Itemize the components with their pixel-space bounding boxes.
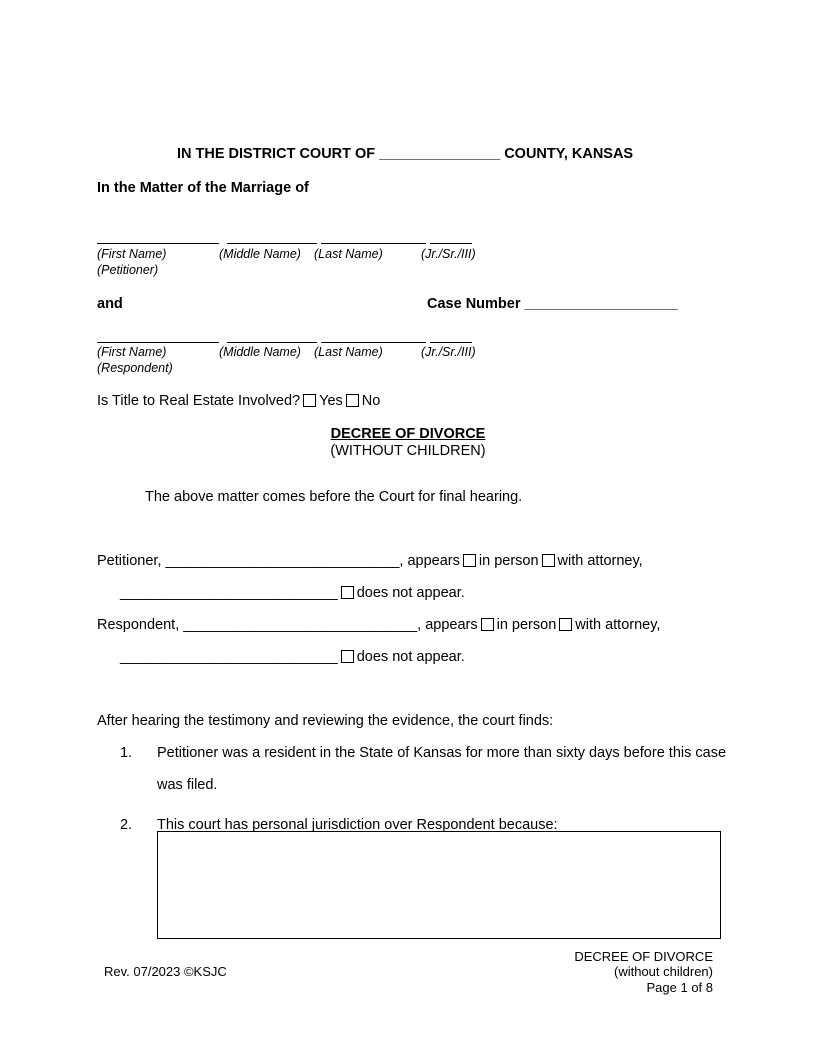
respondent-middle-label: (Middle Name): [219, 345, 301, 359]
footer-doc-title: DECREE OF DIVORCE: [574, 949, 713, 964]
petitioner-first-name-line[interactable]: [97, 243, 219, 244]
county-blank[interactable]: _______________: [379, 146, 501, 162]
respondent-with-attorney-checkbox[interactable]: [559, 618, 572, 631]
finding-2-number: 2.: [120, 817, 133, 833]
respondent-in-person-checkbox[interactable]: [481, 618, 494, 631]
respondent-not-appear-checkbox[interactable]: [341, 650, 354, 663]
and-label: and: [97, 296, 123, 312]
real-estate-question: Is Title to Real Estate Involved?: [97, 393, 301, 409]
document-title: DECREE OF DIVORCE: [330, 426, 486, 442]
jurisdiction-reason-textbox[interactable]: [157, 831, 721, 939]
footer-doc-subtitle: (without children): [614, 964, 713, 979]
case-number-label: Case Number: [427, 296, 521, 312]
petitioner-with-attorney-checkbox[interactable]: [542, 554, 555, 567]
petitioner-last-name-line[interactable]: [321, 243, 426, 244]
case-number-blank[interactable]: ___________________: [524, 296, 678, 312]
respondent-role-label: (Respondent): [97, 361, 173, 375]
petitioner-in-person-checkbox[interactable]: [463, 554, 476, 567]
petitioner-suffix-line[interactable]: [430, 243, 472, 244]
respondent-attorney-blank[interactable]: ___________________________: [120, 649, 338, 665]
respondent-suffix-line[interactable]: [430, 342, 472, 343]
respondent-name-blank[interactable]: _____________________________: [183, 617, 418, 633]
respondent-last-label: (Last Name): [314, 345, 383, 359]
document-subtitle: (WITHOUT CHILDREN): [330, 443, 486, 459]
petitioner-appearance-label: Petitioner,: [97, 553, 162, 569]
finding-2-text: This court has personal jurisdiction over Respondent because:: [157, 817, 558, 833]
real-estate-no-label: No: [361, 393, 381, 409]
revision-info: Rev. 07/2023 ©KSJC: [104, 964, 227, 979]
petitioner-first-label: (First Name): [97, 247, 167, 261]
finding-1-number: 1.: [120, 745, 133, 761]
respondent-suffix-label: (Jr./Sr./III): [421, 345, 476, 359]
petitioner-appears-text: , appears: [399, 553, 460, 569]
respondent-appearance-label: Respondent,: [97, 617, 180, 633]
case-number: [427, 296, 678, 312]
petitioner-not-appear-checkbox[interactable]: [341, 586, 354, 599]
finding-1-text-line2: was filed.: [157, 777, 218, 793]
petitioner-attorney-row: [120, 585, 465, 601]
respondent-not-appear-label: does not appear.: [356, 649, 465, 665]
petitioner-role-label: (Petitioner): [97, 263, 159, 277]
real-estate-yes-label: Yes: [319, 393, 343, 409]
respondent-last-name-line[interactable]: [321, 342, 426, 343]
court-header: [177, 146, 633, 162]
petitioner-in-person-label: in person: [478, 553, 539, 569]
respondent-appearance-row: [97, 617, 660, 633]
findings-intro: After hearing the testimony and reviewing the evidence, the court finds:: [97, 713, 554, 729]
petitioner-middle-label: (Middle Name): [219, 247, 301, 261]
finding-1-text-line1: Petitioner was a resident in the State of Kansas for more than sixty days before this case: [157, 745, 727, 761]
petitioner-attorney-blank[interactable]: ___________________________: [120, 585, 338, 601]
petitioner-last-label: (Last Name): [314, 247, 383, 261]
respondent-with-attorney-label: with attorney,: [575, 617, 661, 633]
court-suffix: COUNTY, KANSAS: [504, 146, 634, 162]
respondent-appears-text: , appears: [417, 617, 478, 633]
respondent-attorney-row: [120, 649, 465, 665]
petitioner-middle-name-line[interactable]: [227, 243, 317, 244]
petitioner-suffix-label: (Jr./Sr./III): [421, 247, 476, 261]
real-estate-yes-checkbox[interactable]: [303, 394, 316, 407]
respondent-first-name-line[interactable]: [97, 342, 219, 343]
petitioner-name-blank[interactable]: _____________________________: [165, 553, 400, 569]
page-number: Page 1 of 8: [646, 980, 713, 995]
matter-line: In the Matter of the Marriage of: [97, 180, 309, 196]
petitioner-appearance-row: [97, 553, 643, 569]
petitioner-with-attorney-label: with attorney,: [557, 553, 643, 569]
real-estate-no-checkbox[interactable]: [346, 394, 359, 407]
intro-text: The above matter comes before the Court for final hearing.: [145, 489, 523, 505]
real-estate-question-row: [97, 393, 380, 409]
petitioner-not-appear-label: does not appear.: [356, 585, 465, 601]
respondent-first-label: (First Name): [97, 345, 167, 359]
respondent-in-person-label: in person: [496, 617, 557, 633]
respondent-middle-name-line[interactable]: [227, 342, 317, 343]
court-prefix: IN THE DISTRICT COURT OF: [177, 146, 376, 162]
